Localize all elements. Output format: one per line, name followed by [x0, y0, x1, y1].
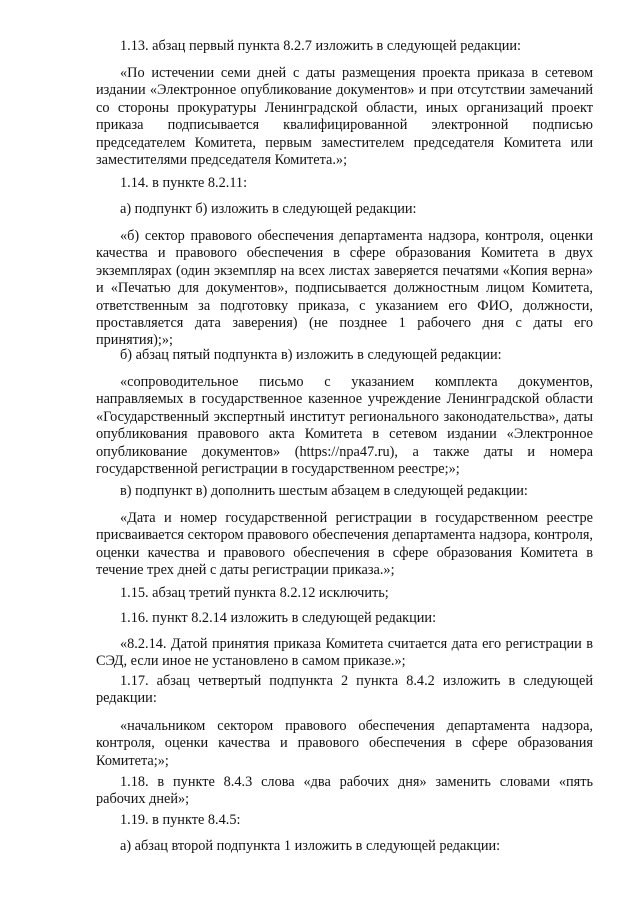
paragraph-v-sixth: в) подпункт в) дополнить шестым абзацем в следующей редакции:: [120, 483, 528, 499]
paragraph-registration: «Дата и номер государственной регистрации в государственном реестре присваивается сектором правового обеспечения департамента надзора, контроля, оценки качества и правового обеспечения в сфере образования Комитета в течение трех дней с даты регистрации приказа.»;: [96, 510, 593, 579]
paragraph-1-16: 1.16. пункт 8.2.14 изложить в следующей редакции:: [120, 610, 437, 626]
paragraph-1-18: 1.18. в пункте 8.4.3 слова «два рабочих дня» заменить словами «пять рабочих дней»;: [96, 774, 593, 808]
paragraph-b-fifth: б) абзац пятый подпункта в) изложить в следующей редакции:: [120, 347, 502, 363]
paragraph-b-text: «б) сектор правового обеспечения департамента надзора, контроля, оценки качества и правового обеспечения в сфере образования Комитета в двух экземплярах (один экземпляр на всех листах заверяется печатями «Копия верна» и «Печатью для документов», подписывается должностным лицом Комитета, ответственным за подготовку приказа, с указанием его ФИО, должности, проставляется дата заверения) (не позднее 1 рабочего дня с даты его принятия);»;: [96, 228, 593, 349]
paragraph-1-14: 1.14. в пункте 8.2.11:: [120, 175, 248, 191]
paragraph-1-19: 1.19. в пункте 8.4.5:: [120, 812, 241, 828]
paragraph-8-2-7-text: «По истечении семи дней с даты размещения проекта приказа в сетевом издании «Электронное опубликование документов» и при отсутствии замечаний со стороны прокуратуры Ленинградской области, иных организаций проект приказа подписывается квалифицированной электронной подписью председателем Комитета, первым заместителем председателя Комитета или заместителями председателя Комитета.»;: [96, 65, 593, 169]
paragraph-8-2-14-text: «8.2.14. Датой принятия приказа Комитета считается дата его регистрации в СЭД, если иное не установлено в самом приказе.»;: [96, 636, 593, 670]
paragraph-1-15: 1.15. абзац третий пункта 8.2.12 исключить;: [120, 585, 389, 601]
paragraph-a-second: а) абзац второй подпункта 1 изложить в следующей редакции:: [120, 838, 501, 854]
paragraph-a-subpoint-b: а) подпункт б) изложить в следующей редакции:: [120, 201, 417, 217]
paragraph-cover-letter: «сопроводительное письмо с указанием комплекта документов, направляемых в государственное казенное учреждение Ленинградской области «Государственный экспертный институт регионального законодательства», даты опубликования правового акта Комитета в сетевом издании «Электронное опубликование документов» (https://npa47.ru), а также даты и номера государственной регистрации в государственном реестре;»;: [96, 374, 593, 478]
paragraph-1-17: 1.17. абзац четвертый подпункта 2 пункта 8.4.2 изложить в следующей редакции:: [96, 673, 593, 707]
paragraph-head-sector: «начальником сектором правового обеспечения департамента надзора, контроля, оценки качества и правового обеспечения в сфере образования Комитета;»;: [96, 718, 593, 769]
paragraph-1-13: 1.13. абзац первый пункта 8.2.7 изложить в следующей редакции:: [120, 38, 521, 54]
